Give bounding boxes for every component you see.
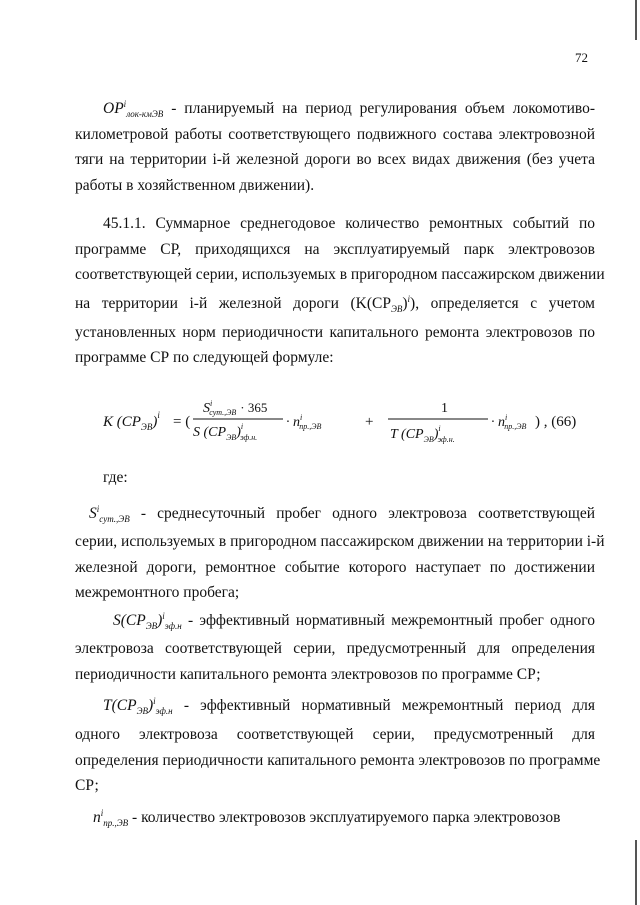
symbol-t-cp: $T(CP_{ЭВ})^i_{эф.н}$ [103, 695, 173, 717]
svg-text:· niпр.,ЭВ: · $n^i$ пр.,ЭВ [286, 413, 322, 431]
text-line: тяги на территории i-й железной дороги во всех видах движения (без учета [75, 151, 595, 168]
text-line: установленных норм периодичности капитального ремонта электровозов по [75, 323, 595, 341]
svg-text:Siсут.,ЭВ· 365: $S^i$ сут.,ЭВ · 365 [203, 399, 268, 417]
svg-text:= (: = ( [173, 414, 191, 430]
text-line: километровой работы соответствующего подвижного состава электровозной [75, 125, 595, 143]
text-line: серии, используемых в пригородном пассажирском движении на территории i-й [75, 533, 605, 550]
definition-s-cp [75, 606, 595, 687]
svg-text:1: 1 [441, 401, 448, 416]
text-line: ), определяется с учетом [410, 294, 595, 312]
symbol-s-sut: $S^i_{сут.,ЭВ}$ [89, 503, 130, 525]
text-line: периодичности капитального ремонта электровозов по программе СР; [75, 665, 541, 683]
text-line: - эффективный нормативный межремонтный пробег одного [188, 612, 596, 629]
formula-svg [103, 392, 583, 452]
symbol-op: $OP^i_{лок-кмЭВ}$ [103, 98, 164, 120]
text-line: работы в хозяйственном движении). [75, 176, 315, 194]
text-line: электровоза соответствующей серии, предусмотренный для определения [75, 640, 595, 657]
svg-text:S (CPЭВ)iэф.н.: S $(CP_{ЭВ})^i$ эф.н. [193, 422, 258, 442]
text-line: на территории i-й железной дороги (K(CP [75, 294, 391, 312]
text-line: определения периодичности капитального ремонта электровозов по программе [75, 751, 601, 769]
formula-66 [103, 392, 583, 452]
definition-t-cp [75, 690, 601, 799]
text-line: - среднесуточный пробег одного электровоза соответствующей [140, 505, 595, 522]
text-line: СР; [75, 777, 99, 794]
svg-text:T (CPЭВ)iэф.н.: T $(CP_{ЭВ})^i$ эф.н. [390, 424, 455, 444]
svg-text:+: + [365, 414, 374, 430]
text-line: одного электровоза соответствующей серии, предусмотренный для [75, 726, 595, 743]
definition-n-pr [75, 803, 595, 833]
text-line: соответствующей серии, используемых в пригородном пассажирском движении [75, 266, 605, 283]
text-line: 45.1.1. Суммарное среднегодовое количество ремонтных событий по [103, 215, 595, 232]
svg-text:K (CPЭВ)i: K $(CP_{ЭВ})^i$ [103, 410, 160, 432]
paragraph-op-definition [75, 96, 595, 198]
where-label: где: [103, 469, 128, 486]
paragraph-45-1-1: 45.1.1. Суммарное среднегодовое количество ремонтных событий по программе СР, приходящихся на эксплуатируемый парк электровозов соответствующей серии, используемых в пригородном пассажирском движении на территории i-й железной дороги $(K(CP_{ЭВ})^i)$, определяется с учетом установленных норм периодичности капитального ремонта электровозов по программе СР по следующей формуле: [75, 211, 595, 371]
svg-text:) , (66): ) , (66) [535, 414, 577, 430]
text-line: межремонтного пробега; [75, 584, 240, 601]
svg-text:· niпр.,ЭВ: · $n^i$ пр.,ЭВ [491, 413, 527, 431]
text-line: программе СР по следующей формуле: [75, 349, 334, 366]
text-line: - планируемый на период регулирования объем локомотиво- [171, 100, 596, 117]
text-line: - эффективный нормативный межремонтный период для [183, 697, 595, 714]
text-line: программе СР, приходящихся на эксплуатируемый парк электровозов [75, 240, 595, 258]
symbol-s-cp: $S(CP_{ЭВ})^i_{эф.н}$ [113, 610, 182, 632]
symbol-n-pr: $n^i_{пр.,ЭВ}$ [93, 807, 129, 829]
scan-edge-mark [635, 0, 637, 40]
page-number: 72 [575, 50, 588, 65]
scan-edge-mark [635, 840, 637, 905]
text-line: - количество электровозов эксплуатируемого парка электровозов [132, 809, 561, 826]
definition-s-sut [75, 499, 605, 606]
text-line: железной дороги, ремонтное событие которого наступает по достижении [75, 558, 595, 576]
